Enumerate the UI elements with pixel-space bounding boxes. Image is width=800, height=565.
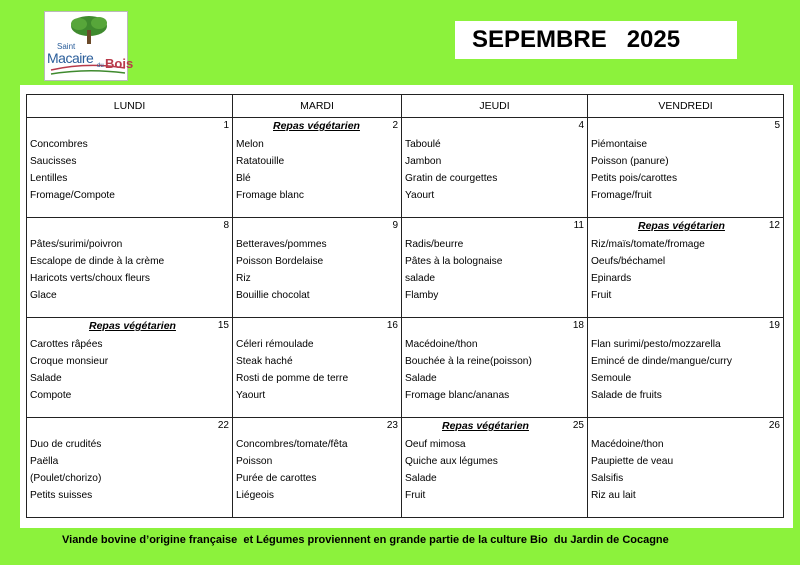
day-number: 16 xyxy=(386,320,398,331)
dish-item: Compote xyxy=(30,390,72,401)
dish-item: salade xyxy=(405,273,436,284)
week-row xyxy=(27,218,784,318)
dish-item: Flan surimi/pesto/mozzarella xyxy=(591,339,721,350)
dish-item: Oeufs/béchamel xyxy=(591,256,666,267)
dish-item: Fromage/Compote xyxy=(30,190,115,201)
town-logo xyxy=(44,11,134,81)
dish-item: Riz au lait xyxy=(591,490,636,501)
dish-list xyxy=(30,336,229,404)
footer-note: Viande bovine d’origine française et Légumes proviennent en grande partie de la culture Bio du Jardin de Cocagne xyxy=(62,534,669,546)
day-cell xyxy=(402,418,588,518)
dish-item: Radis/beurre xyxy=(405,239,464,250)
dish-item: Salade xyxy=(30,373,62,384)
day-number: 25 xyxy=(572,420,584,431)
dish-item: Macédoine/thon xyxy=(405,339,478,350)
week-row xyxy=(27,318,784,418)
day-cell xyxy=(588,318,784,418)
dish-item: Poisson xyxy=(236,456,273,467)
dish-item: Steak haché xyxy=(236,356,293,367)
dish-item: Paëlla xyxy=(30,456,59,467)
dish-item: Bouillie chocolat xyxy=(236,290,310,301)
dish-item: Céleri rémoulade xyxy=(236,339,314,350)
dish-list xyxy=(405,336,584,404)
day-cell xyxy=(233,218,402,318)
vegetarian-label: Repas végétarien xyxy=(638,220,725,232)
day-header-monday: LUNDI xyxy=(27,95,233,118)
logo-text-du: du xyxy=(97,63,104,69)
dish-item: Salade xyxy=(405,473,437,484)
day-number: 9 xyxy=(392,220,398,231)
dish-item: Haricots verts/choux fleurs xyxy=(30,273,151,284)
dish-item: Oeuf mimosa xyxy=(405,439,466,450)
week-row xyxy=(27,418,784,518)
dish-item: Jambon xyxy=(405,156,442,167)
dish-item: Macédoine/thon xyxy=(591,439,664,450)
dish-item: Salsifis xyxy=(591,473,624,484)
month-title: SEPEMBRE 2025 xyxy=(455,21,737,59)
dish-list xyxy=(30,236,229,304)
day-number: 23 xyxy=(386,420,398,431)
vegetarian-label: Repas végétarien xyxy=(89,320,176,332)
dish-item: Piémontaise xyxy=(591,139,648,150)
day-number: 12 xyxy=(768,220,780,231)
dish-item: Paupiette de veau xyxy=(591,456,674,467)
dish-item: Saucisses xyxy=(30,156,77,167)
dish-item: Riz/maïs/tomate/fromage xyxy=(591,239,705,250)
logo-text-saint: Saint xyxy=(57,42,76,51)
dish-item: Bouchée à la reine(poisson) xyxy=(405,356,532,367)
dish-item: Yaourt xyxy=(405,190,435,201)
dish-item: Melon xyxy=(236,139,264,150)
dish-item: Emincé de dinde/mangue/curry xyxy=(591,356,733,367)
day-cell xyxy=(233,418,402,518)
week-row xyxy=(27,118,784,218)
dish-item: Ratatouille xyxy=(236,156,285,167)
dish-item: Flamby xyxy=(405,290,439,301)
day-number: 4 xyxy=(578,120,584,131)
dish-item: Lentilles xyxy=(30,173,68,184)
vegetarian-label: Repas végétarien xyxy=(273,120,360,132)
dish-item: Quiche aux légumes xyxy=(405,456,498,467)
dish-item: Fromage blanc/ananas xyxy=(405,390,510,401)
day-cell xyxy=(233,118,402,218)
days-header-row xyxy=(27,95,784,118)
logo-text-bois: Bois xyxy=(105,56,134,71)
dish-item: Fromage/fruit xyxy=(591,190,652,201)
day-cell xyxy=(402,118,588,218)
day-cell xyxy=(233,318,402,418)
day-number: 19 xyxy=(768,320,780,331)
logo-text-macaire: Macaire xyxy=(47,50,94,66)
day-cell xyxy=(27,118,233,218)
dish-list xyxy=(405,436,584,504)
vegetarian-label: Repas végétarien xyxy=(442,420,529,432)
day-header-thursday: JEUDI xyxy=(402,95,588,118)
dish-item: Fruit xyxy=(405,490,426,501)
dish-list xyxy=(591,436,780,504)
day-number: 15 xyxy=(217,320,229,331)
dish-item: Duo de crudités xyxy=(30,439,102,450)
dish-item: Gratin de courgettes xyxy=(405,173,498,184)
menu-table xyxy=(26,94,784,518)
day-number: 1 xyxy=(223,120,229,131)
day-cell xyxy=(27,418,233,518)
dish-item: Croque monsieur xyxy=(30,356,109,367)
dish-item: Petits suisses xyxy=(30,490,93,501)
dish-item: Glace xyxy=(30,290,57,301)
dish-item: Epinards xyxy=(591,273,632,284)
dish-list xyxy=(236,436,398,504)
dish-item: Taboulé xyxy=(405,139,441,150)
dish-list xyxy=(591,336,780,404)
day-cell xyxy=(27,218,233,318)
day-number: 11 xyxy=(573,220,584,231)
dish-item: Riz xyxy=(236,273,251,284)
dish-item: Salade de fruits xyxy=(591,390,662,401)
dish-item: Liégeois xyxy=(236,490,274,501)
day-cell xyxy=(27,318,233,418)
dish-item: Poisson Bordelaise xyxy=(236,256,324,267)
day-cell xyxy=(402,318,588,418)
dish-item: Poisson (panure) xyxy=(591,156,669,167)
dish-list xyxy=(405,236,584,304)
dish-list xyxy=(405,136,584,204)
dish-item: Carottes râpées xyxy=(30,339,103,350)
dish-item: Semoule xyxy=(591,373,632,384)
day-header-friday: VENDREDI xyxy=(588,95,784,118)
day-header-tuesday: MARDI xyxy=(233,95,402,118)
dish-list xyxy=(30,136,229,204)
dish-item: Concombres xyxy=(30,139,88,150)
dish-item: Fromage blanc xyxy=(236,190,304,201)
dish-list xyxy=(236,236,398,304)
dish-item: Yaourt xyxy=(236,390,266,401)
day-cell xyxy=(588,218,784,318)
dish-list xyxy=(30,436,229,504)
dish-item: (Poulet/chorizo) xyxy=(30,473,102,484)
dish-list xyxy=(591,236,780,304)
dish-item: Rosti de pomme de terre xyxy=(236,373,349,384)
day-cell xyxy=(588,418,784,518)
dish-item: Blé xyxy=(236,173,251,184)
dish-item: Escalope de dinde à la crème xyxy=(30,256,165,267)
day-number: 18 xyxy=(572,320,584,331)
dish-item: Petits pois/carottes xyxy=(591,173,678,184)
menu-sheet xyxy=(20,85,793,528)
dish-item: Salade xyxy=(405,373,437,384)
dish-item: Pâtes/surimi/poivron xyxy=(30,239,123,250)
day-number: 26 xyxy=(768,420,780,431)
dish-item: Pâtes à la bolognaise xyxy=(405,256,503,267)
day-number: 5 xyxy=(774,120,780,131)
dish-item: Betteraves/pommes xyxy=(236,239,327,250)
day-number: 8 xyxy=(223,220,229,231)
day-cell xyxy=(588,118,784,218)
dish-item: Fruit xyxy=(591,290,612,301)
dish-list xyxy=(236,136,398,204)
day-number: 22 xyxy=(217,420,229,431)
dish-item: Purée de carottes xyxy=(236,473,317,484)
dish-item: Concombres/tomate/fêta xyxy=(236,439,348,450)
day-number: 2 xyxy=(392,120,398,131)
day-cell xyxy=(402,218,588,318)
dish-list xyxy=(236,336,398,404)
dish-list xyxy=(591,136,780,204)
